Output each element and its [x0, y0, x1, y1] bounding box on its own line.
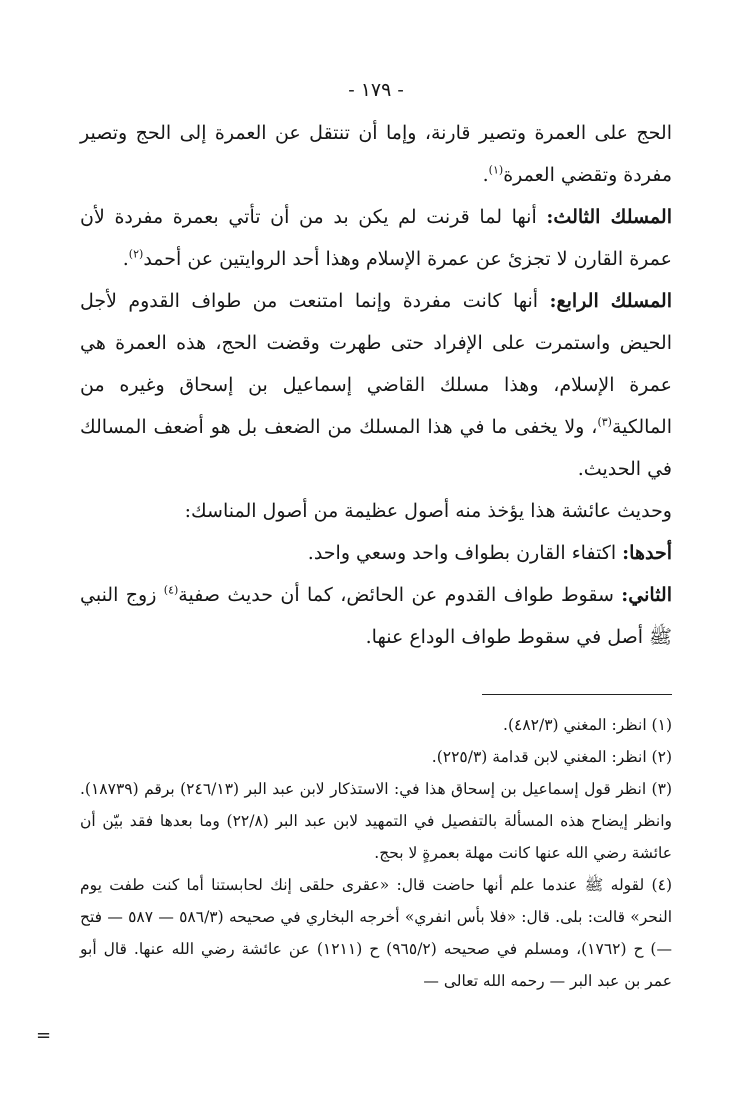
- footnote-ref[interactable]: (٢): [128, 247, 144, 261]
- section-heading: المسلك الرابع:: [549, 290, 672, 312]
- footnotes: [80, 709, 672, 997]
- continuation-mark: =: [36, 1025, 52, 1046]
- footnote: (٣) انظر قول إسماعيل بن إسحاق هذا في: الاستذكار لابن عبد البر (٢٤٦/١٣) برقم (١٨٧٣٩). وانظر إيضاح هذه المسألة بالتفصيل في التمهيد لابن عبد البر (٢٢/٨) وما بعدها فقد بيّن أن عائشة رضي الله عنها كانت مهلة بعمرةٍ لا بحج.: [80, 780, 672, 862]
- footnote: (٤) لقوله ﷺ عندما علم أنها حاضت قال: «عقرى حلقى إنك لحابستنا أما كنت طفت يوم النحر» قالت: بلى. قال: «فلا بأس انفري» أخرجه البخاري في صحيحه (٥٨٦/٣ — ٥٨٧ — فتح —) ح (١٧٦٢)، ومسلم في صحيحه (٩٦٥/٢) ح (١٢١١) عن عائشة رضي الله عنها. قال أبو عمر بن عبد البر — رحمه الله تعالى —: [80, 876, 673, 990]
- paragraph: أحدها: اكتفاء القارن بطواف واحد وسعي واحد.: [307, 542, 672, 564]
- section-heading: المسلك الثالث:: [546, 206, 672, 228]
- paragraph: المسلك الرابع: أنها كانت مفردة وإنما امتنعت من طواف القدوم لأجل الحيض واستمرت على الإفراد حتى طهرت وقضت الحج، هذه العمرة هي عمرة الإسلام، وهذا مسلك القاضي إسماعيل بن إسحاق وغيره من المالكية$^{(٣)}$، ولا يخفى ما في هذا المسلك من الضعف بل هو أضعف المسالك في الحديث.: [80, 290, 672, 480]
- paragraph: الحج على العمرة وتصير قارنة، وإما أن تنتقل عن العمرة إلى الحج وتصير مفردة وتقضي العمرة$^{(١)}$.: [80, 122, 672, 186]
- footnote-ref[interactable]: (١): [488, 163, 504, 177]
- document-page: [80, 78, 672, 997]
- footnote-ref[interactable]: (٣): [597, 415, 612, 429]
- section-heading: الثاني:: [621, 584, 672, 606]
- body-text: [80, 112, 672, 658]
- page-number: - ١٧٩ -: [348, 79, 404, 101]
- paragraph: وحديث عائشة هذا يؤخذ منه أصول عظيمة من أصول المناسك:: [184, 500, 672, 522]
- section-heading: أحدها:: [622, 542, 672, 564]
- paragraph: المسلك الثالث: أنها لما قرنت لم يكن بد من أن تأتي بعمرة مفردة لأن عمرة القارن لا تجزئ عن عمرة الإسلام وهذا أحد الروايتين عن أحمد$^{(٢)}$.: [80, 206, 672, 270]
- footnote-ref[interactable]: (٤): [163, 583, 179, 597]
- paragraph: الثاني: سقوط طواف القدوم عن الحائض، كما أن حديث صفية$^{(٤)}$ زوج النبي ﷺ أصل في سقوط طواف الوداع عنها.: [80, 583, 672, 648]
- footnote-divider: [482, 694, 672, 695]
- footnote: (١) انظر: المغني (٤٨٢/٣).: [503, 716, 672, 734]
- footnote: (٢) انظر: المغني لابن قدامة (٢٢٥/٣).: [431, 748, 672, 766]
